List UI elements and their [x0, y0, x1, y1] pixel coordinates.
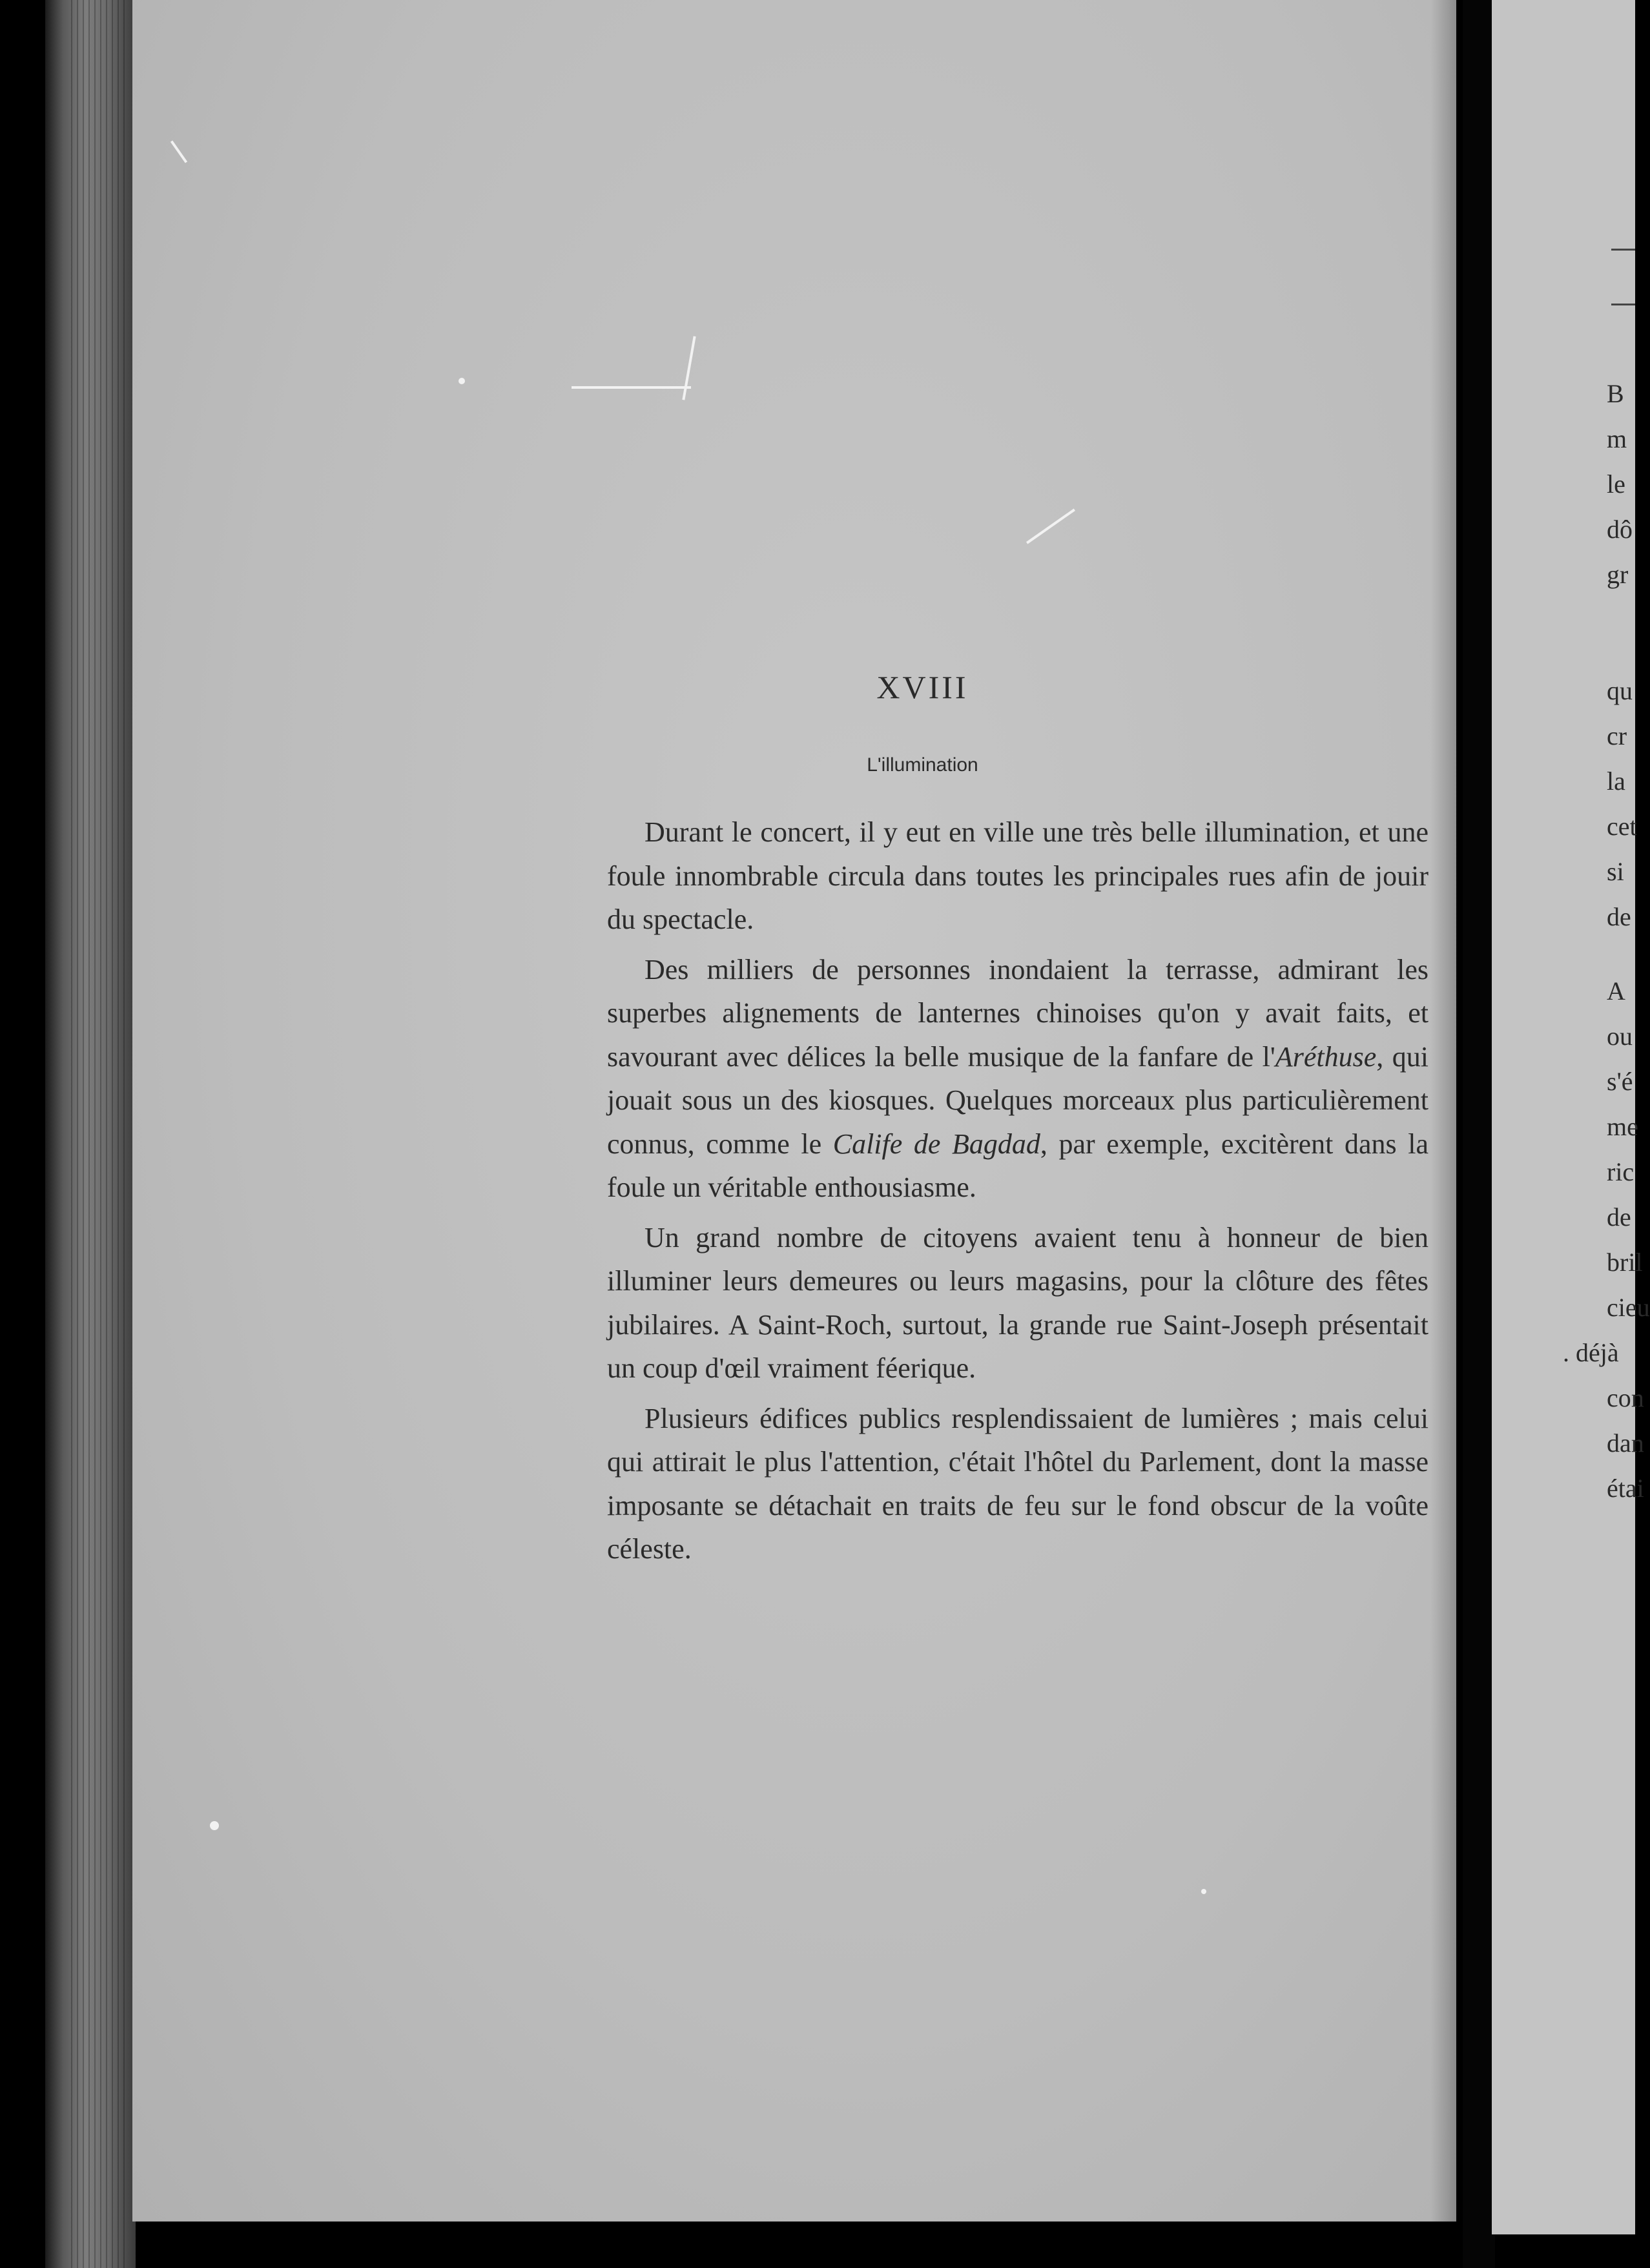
right-page-fragment-text: gr: [1607, 560, 1629, 589]
chapter-number: XVIII: [876, 669, 969, 705]
scan-mark: [1201, 1889, 1206, 1894]
right-page-fragment-text: la: [1607, 767, 1625, 796]
right-page-fragment-text: dan: [1607, 1428, 1644, 1458]
chapter-title: L'illumination: [867, 754, 978, 776]
right-page-fragment-text: de: [1607, 902, 1631, 931]
right-page-fragment-text: B: [1607, 379, 1624, 408]
scan-mark: [459, 378, 465, 384]
right-page-fragment-text: . déjà: [1563, 1338, 1619, 1367]
scan-mark: [170, 140, 187, 163]
right-page-fragment-text: cet: [1607, 812, 1637, 841]
right-page-fragment-text: me: [1607, 1112, 1638, 1141]
right-page-fragment-text: étai: [1607, 1474, 1644, 1503]
right-page-fragment-text: cr: [1607, 721, 1627, 750]
right-page-fragment-text: de: [1607, 1202, 1631, 1232]
right-page-fragment-text: con: [1607, 1383, 1644, 1412]
right-page-rule: [1611, 304, 1635, 305]
paragraph: Des milliers de personnes inondaient la terrasse, admirant les superbes alignements de lanternes chinoises qu'on y avait faits, et savourant avec délices la belle musique de la fanfare de l'Aréthuse, qui jouait sous un des kiosques. Quelques morceaux plus particulièrement connus, comme le Calife de Bagdad, par exemple, excitèrent dans la foule un véritable enthousiasme.: [607, 953, 1428, 1203]
scan-mark: [682, 336, 696, 400]
right-page-fragment-text: dô: [1607, 515, 1633, 544]
page-edges: [71, 0, 129, 2268]
right-page-fragment-text: cieu: [1607, 1293, 1650, 1322]
scan-mark: [572, 386, 691, 389]
right-page-fragment-text: qu: [1607, 676, 1633, 705]
right-page-fragment-text: m: [1607, 424, 1627, 453]
right-page-rule: [1611, 249, 1635, 251]
right-page-fragment-text: s'é: [1607, 1067, 1633, 1096]
paragraph: Durant le concert, il y eut en ville une très belle illumination, et une foule innombrable circula dans toutes les principales rues afin de jouir du spectacle.: [607, 816, 1428, 935]
right-page-fragment-text: bril: [1607, 1248, 1643, 1277]
right-page-fragment-text: le: [1607, 469, 1625, 499]
scan-mark: [1026, 509, 1075, 544]
page-gutter: [1463, 0, 1495, 2268]
right-page-fragment-text: A: [1607, 976, 1625, 1005]
right-page-fragment-text: ou: [1607, 1022, 1633, 1051]
paragraph: Plusieurs édifices publics resplendissaient de lumières ; mais celui qui attirait le plus l'attention, c'était l'hôtel du Parlement, dont la masse imposante se détachait en traits de feu sur le fond obscur de la voûte céleste.: [607, 1402, 1428, 1565]
paragraph: Un grand nombre de citoyens avaient tenu à honneur de bien illuminer leurs demeures ou leurs magasins, pour la clôture des fêtes jubilaires. A Saint-Roch, surtout, la grande rue Saint-Joseph présentait un coup d'œil vraiment féerique.: [607, 1221, 1428, 1384]
chapter-body: [607, 810, 1428, 1578]
scan-mark: [210, 1821, 219, 1830]
right-page-fragment-text: si: [1607, 857, 1624, 886]
right-page-fragment-text: ric: [1607, 1157, 1635, 1186]
